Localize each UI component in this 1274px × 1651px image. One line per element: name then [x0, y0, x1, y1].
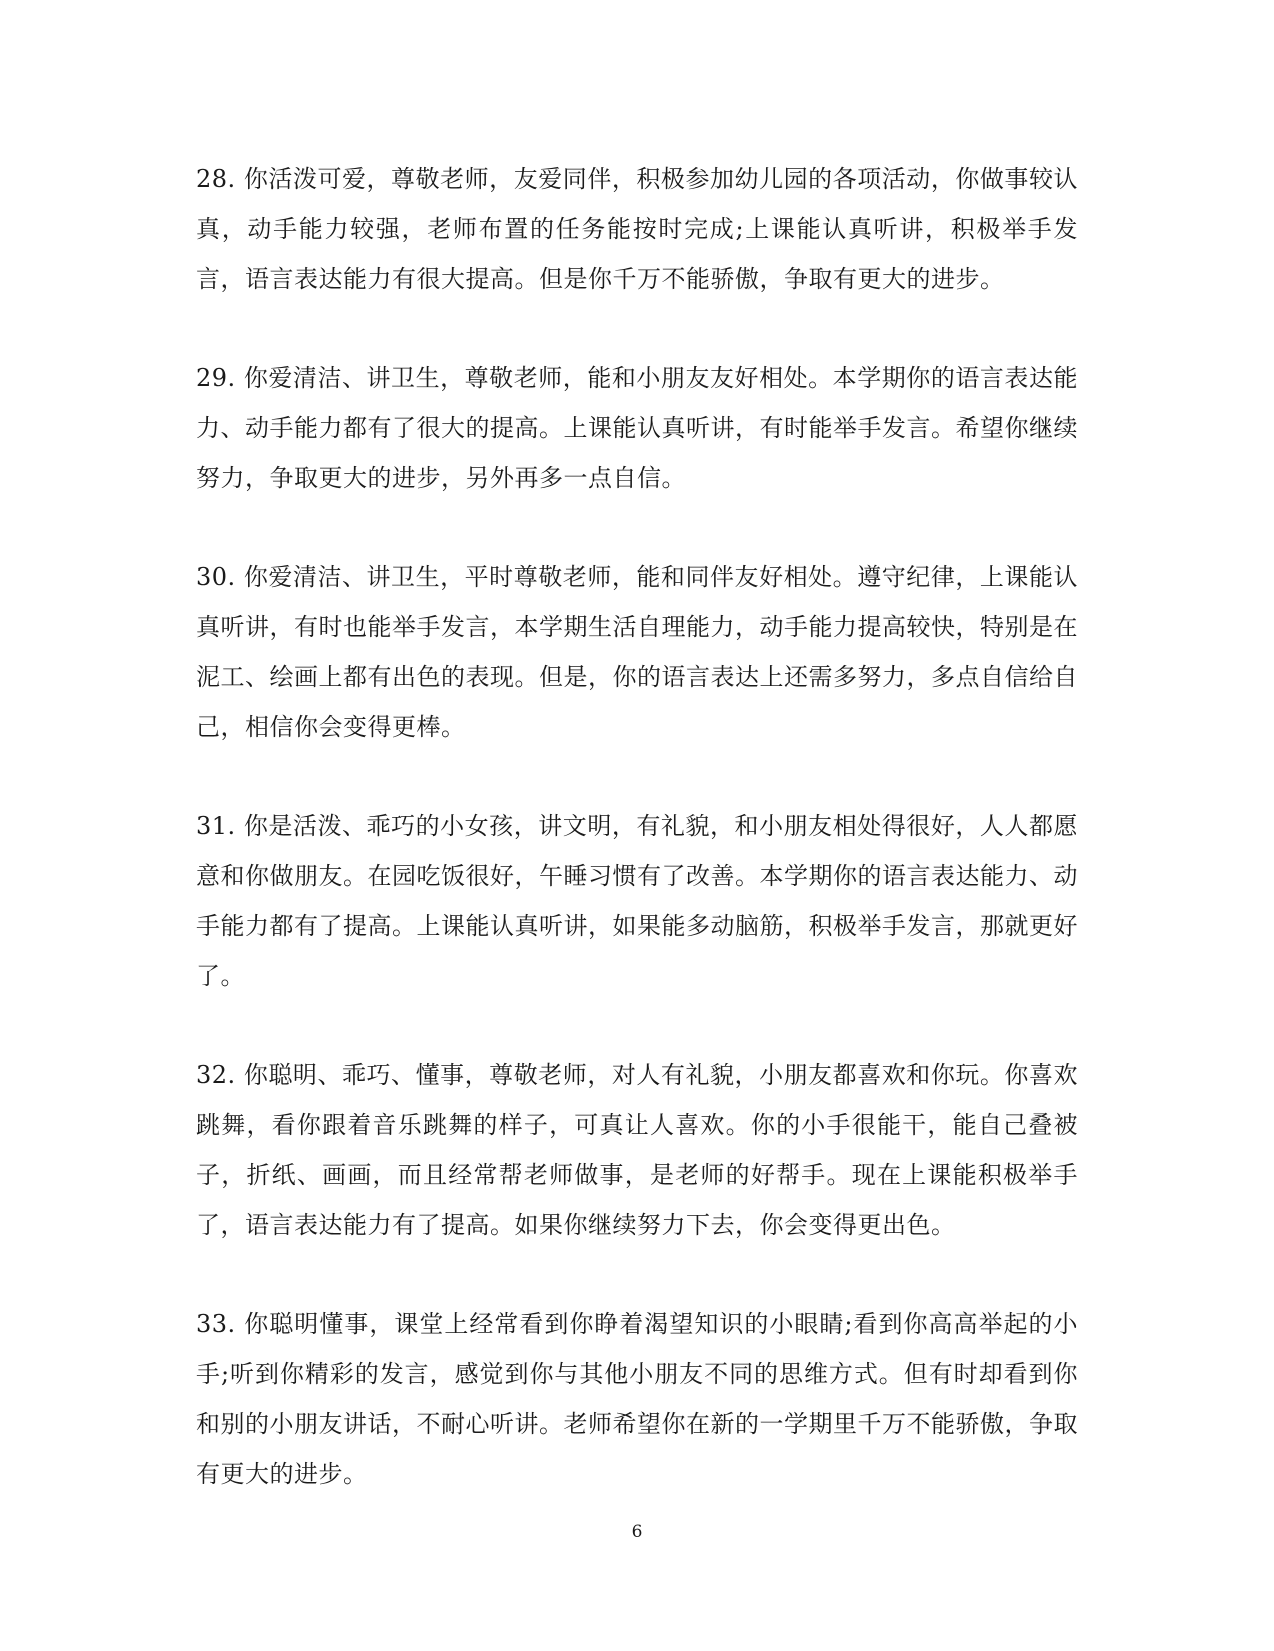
- page-number: 6: [631, 1522, 643, 1542]
- paragraph-30: 30. 你爱清洁、讲卫生，平时尊敬老师，能和同伴友好相处。遵守纪律，上课能认真听讲，有时也能举手发言，本学期生活自理能力，动手能力提高较快，特别是在泥工、绘画上都有出色的表现。但是，你的语言表达上还需多努力，多点自信给自己，相信你会变得更棒。: [196, 563, 1078, 741]
- paragraph-32: 32. 你聪明、乖巧、懂事，尊敬老师，对人有礼貌，小朋友都喜欢和你玩。你喜欢跳舞，看你跟着音乐跳舞的样子，可真让人喜欢。你的小手很能干，能自己叠被子，折纸、画画，而且经常帮老师做事，是老师的好帮手。现在上课能积极举手了，语言表达能力有了提高。如果你继续努力下去，你会变得更出色。: [196, 1061, 1078, 1239]
- paragraph-29: 29. 你爱清洁、讲卫生，尊敬老师，能和小朋友友好相处。本学期你的语言表达能力、动手能力都有了很大的提高。上课能认真听讲，有时能举手发言。希望你继续努力，争取更大的进步，另外再多一点自信。: [196, 364, 1078, 492]
- document-body: [196, 154, 1078, 1548]
- paragraph-31: 31. 你是活泼、乖巧的小女孩，讲文明，有礼貌，和小朋友相处得很好，人人都愿意和你做朋友。在园吃饭很好，午睡习惯有了改善。本学期你的语言表达能力、动手能力都有了提高。上课能认真听讲，如果能多动脑筋，积极举手发言，那就更好了。: [196, 812, 1078, 990]
- paragraph-28: 28. 你活泼可爱，尊敬老师，友爱同伴，积极参加幼儿园的各项活动，你做事较认真，动手能力较强，老师布置的任务能按时完成;上课能认真听讲，积极举手发言，语言表达能力有很大提高。但是你千万不能骄傲，争取有更大的进步。: [196, 165, 1078, 293]
- paragraph-33: 33. 你聪明懂事，课堂上经常看到你睁着渴望知识的小眼睛;看到你高高举起的小手;听到你精彩的发言，感觉到你与其他小朋友不同的思维方式。但有时却看到你和别的小朋友讲话，不耐心听讲。老师希望你在新的一学期里千万不能骄傲，争取有更大的进步。: [196, 1310, 1078, 1488]
